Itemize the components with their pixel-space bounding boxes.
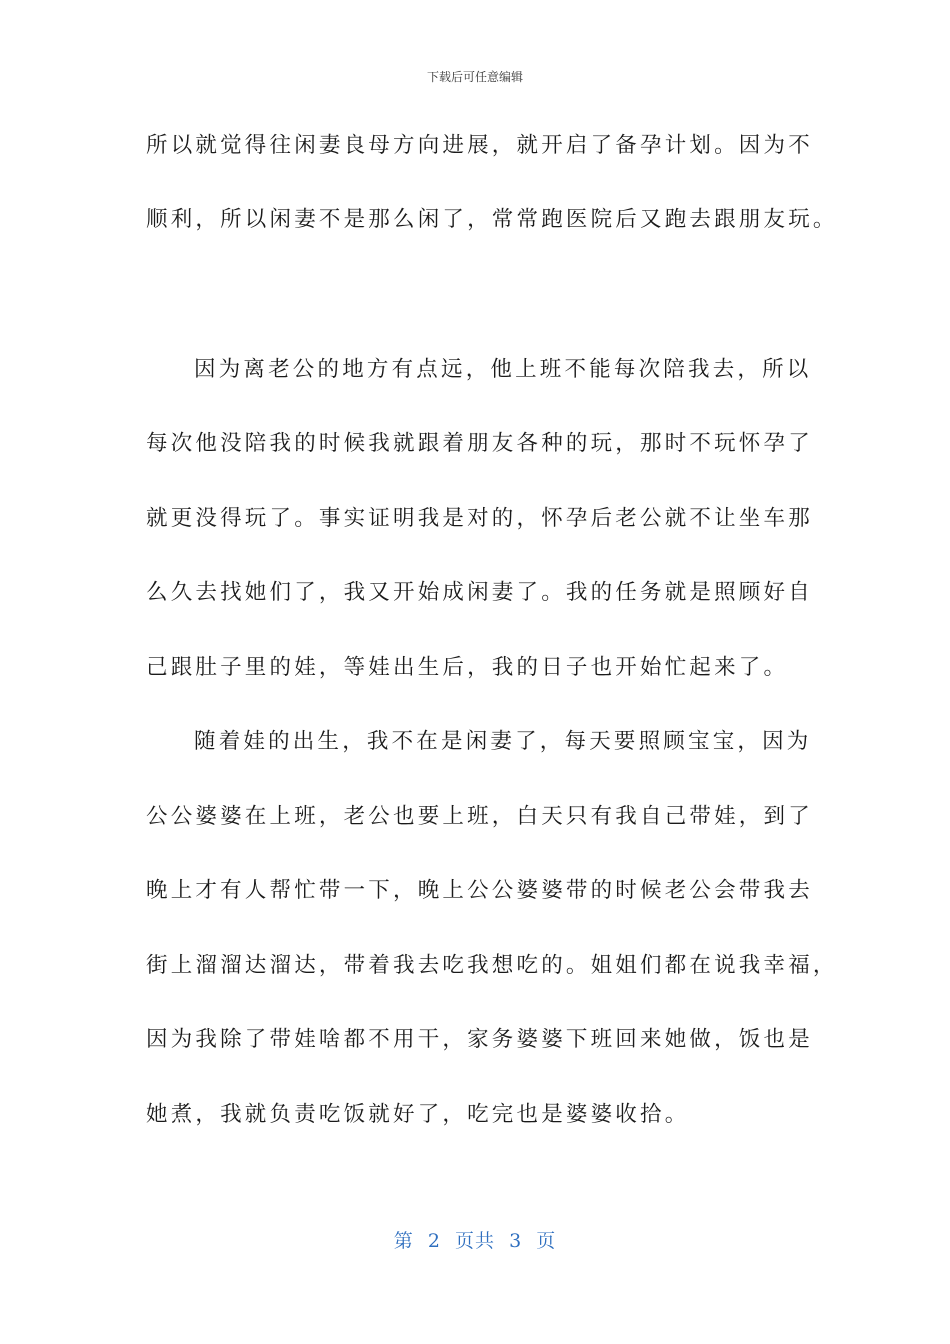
text-line: 公公婆婆在上班，老公也要上班，白天只有我自己带娃，到了 xyxy=(146,804,813,829)
text-line: 每次他没陪我的时候我就跟着朋友各种的玩，那时不玩怀孕了 xyxy=(146,431,813,456)
text-line: 就更没得玩了。事实证明我是对的，怀孕后老公就不让坐车那 xyxy=(146,506,813,531)
text-line: 顺利，所以闲妻不是那么闲了，常常跑医院后又跑去跟朋友玩。 xyxy=(146,207,838,232)
text-line: 己跟肚子里的娃，等娃出生后，我的日子也开始忙起来了。 xyxy=(146,655,789,680)
text-line: 么久去找她们了，我又开始成闲妻了。我的任务就是照顾好自 xyxy=(146,580,813,605)
text-line: 街上溜溜达溜达，带着我去吃我想吃的。姐姐们都在说我幸福， xyxy=(146,953,838,978)
text-line: 因为离老公的地方有点远，他上班不能每次陪我去，所以 xyxy=(194,357,812,382)
text-line: 随着娃的出生，我不在是闲妻了，每天要照顾宝宝，因为 xyxy=(194,729,812,754)
text-line: 她煮，我就负责吃饭就好了，吃完也是婆婆收拾。 xyxy=(146,1102,690,1127)
page-number-footer: 第 2 页共 3 页 xyxy=(393,1230,557,1252)
text-line: 所以就觉得往闲妻良母方向进展，就开启了备孕计划。因为不 xyxy=(146,133,813,158)
text-line: 因为我除了带娃啥都不用干，家务婆婆下班回来她做，饭也是 xyxy=(146,1027,813,1052)
page-header: 下载后可任意编辑 xyxy=(426,70,523,84)
text-line: 晚上才有人帮忙带一下，晚上公公婆婆带的时候老公会带我去 xyxy=(146,878,813,903)
